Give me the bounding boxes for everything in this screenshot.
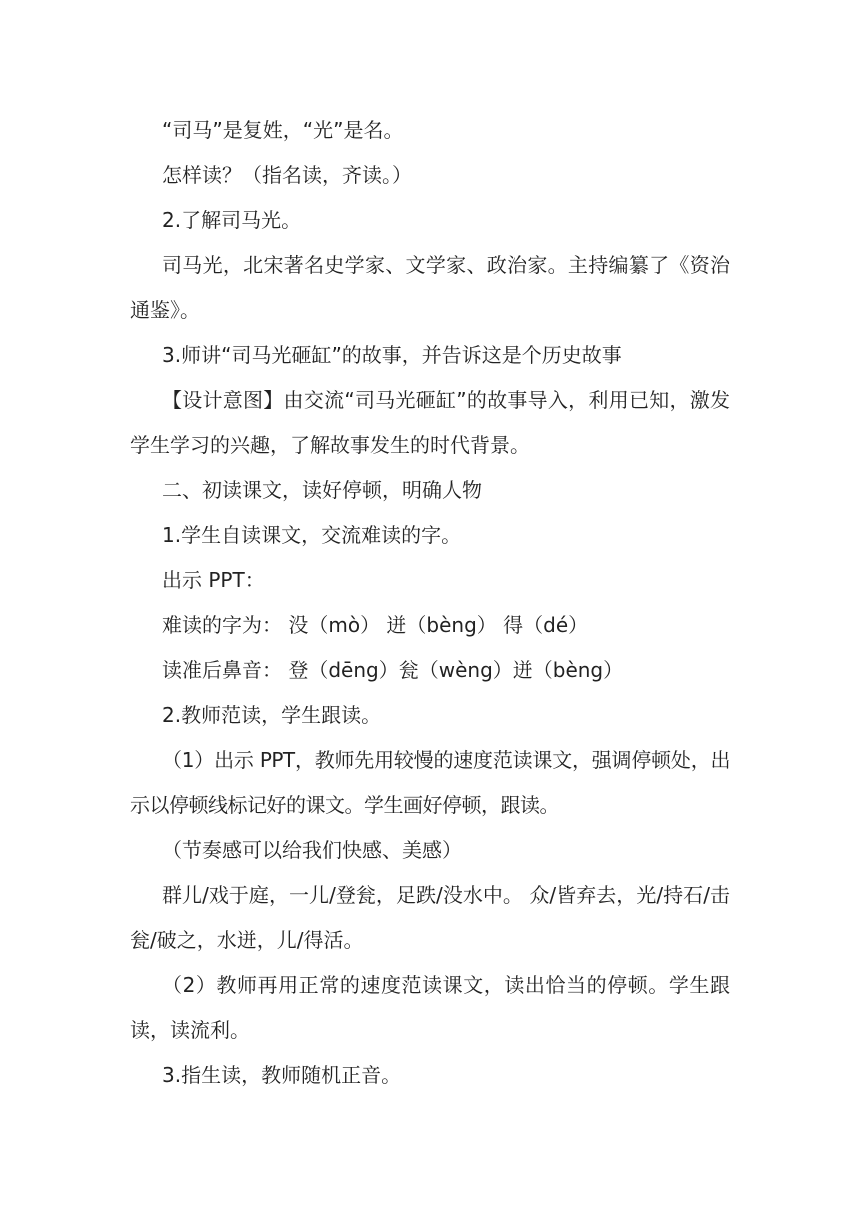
- paragraph-back-nasal-sounds: 读准后鼻音： 登（dēng）瓮（wèng）迸（bèng）: [162, 658, 624, 682]
- paragraph-rhythm-note: （节奏感可以给我们快感、美感）: [162, 838, 462, 862]
- paragraph-difficult-characters: 难读的字为： 没（mò） 迸（bèng） 得（dé）: [162, 613, 589, 637]
- paragraph-design-intent: 【设计意图】由交流“司马光砸缸”的故事导入，利用已知，激发学生学习的兴趣，了解故事发生的时代背景。: [130, 388, 730, 457]
- paragraph-surname-note: “司马”是复姓，“光”是名。: [162, 118, 404, 142]
- document-body: [130, 108, 730, 1098]
- paragraph-teacher-model-reading: 2.教师范读，学生跟读。: [162, 703, 382, 727]
- paragraph-how-to-read: 怎样读？（指名读，齐读。）: [162, 163, 412, 187]
- paragraph-sima-guang-bio: 司马光，北宋著名史学家、文学家、政治家。主持编纂了《资治通鉴》。: [130, 253, 730, 322]
- paragraph-show-ppt: 出示 PPT：: [162, 568, 265, 592]
- paragraph-student-reading: 3.指生读，教师随机正音。: [162, 1063, 402, 1087]
- paragraph-self-reading: 1.学生自读课文，交流难读的字。: [162, 523, 462, 547]
- paragraph-normal-speed-reading: （2）教师再用正常的速度范读课文，读出恰当的停顿。学生跟读，读流利。: [130, 973, 730, 1042]
- paragraph-step-2-heading: 2.了解司马光。: [162, 208, 302, 232]
- paragraph-step-3-story: 3.师讲“司马光砸缸”的故事，并告诉这是个历史故事: [162, 343, 622, 367]
- paragraph-text-with-pauses: 群儿/戏于庭，一儿/登瓮，足跌/没水中。 众/皆弃去，光/持石/击瓮/破之，水迸，儿/得活。: [130, 883, 730, 952]
- paragraph-slow-reading: （1）出示 PPT，教师先用较慢的速度范读课文，强调停顿处，出示以停顿线标记好的课文。学生画好停顿，跟读。: [130, 748, 730, 817]
- paragraph-section-2-heading: 二、初读课文，读好停顿，明确人物: [162, 478, 482, 502]
